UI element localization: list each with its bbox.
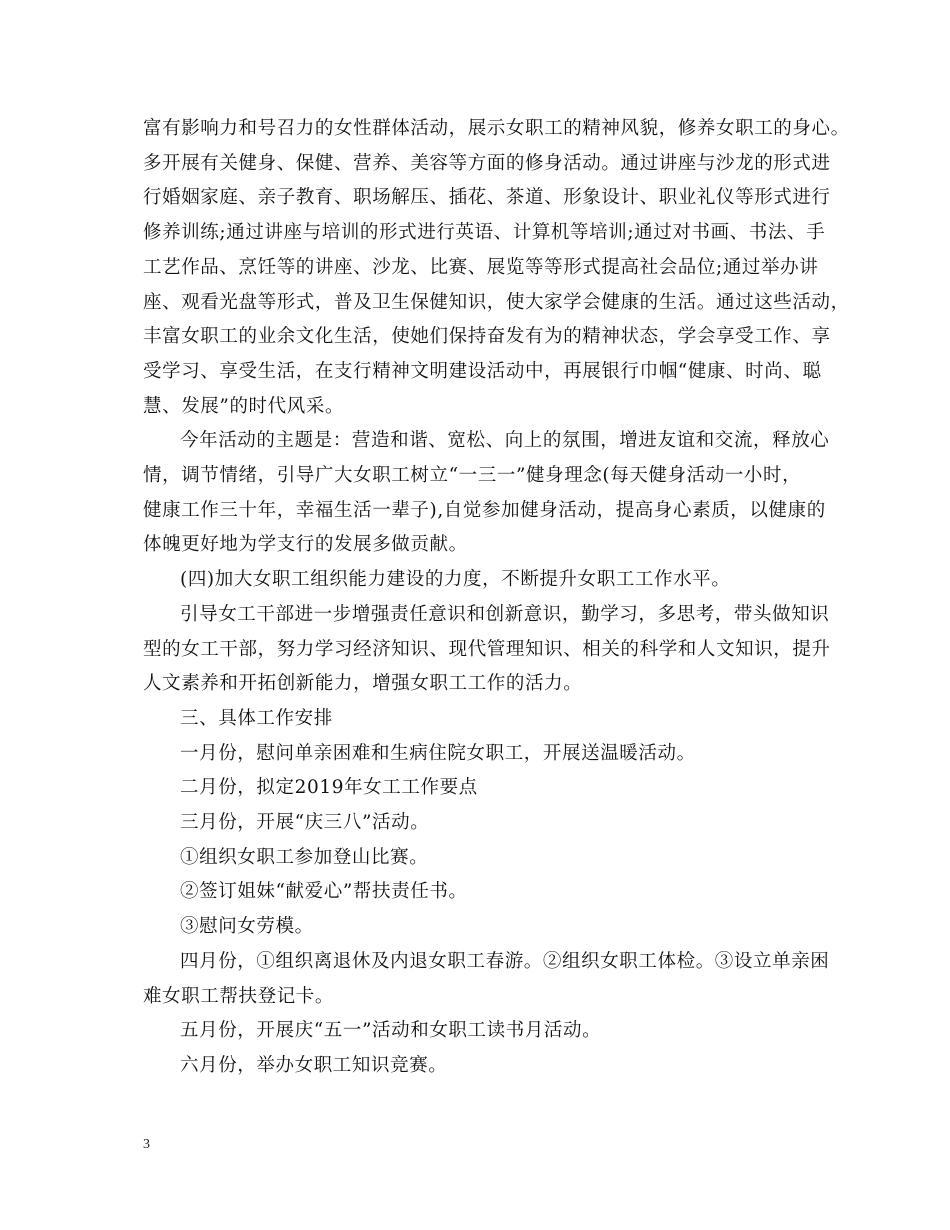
paragraph (143, 875, 833, 910)
text-line: 丰富女职工的业余文化生活，使她们保持奋发有为的精神状态，学会享受工作、享 (143, 326, 831, 348)
paragraph (143, 112, 850, 424)
text-line: 工艺作品、烹饪等的讲座、沙龙、比赛、展览等等形式提高社会品位;通过举办讲 (143, 256, 819, 278)
text-line: ②签订姐妹“献爱心”帮扶责任书。 (180, 881, 468, 903)
text-line: 一月份，慰问单亲困难和生病住院女职工，开展送温暖活动。 (180, 742, 696, 764)
paragraph (143, 737, 833, 772)
paragraph (143, 771, 833, 806)
paragraph (143, 1049, 833, 1084)
text-line: 难女职工帮扶登记卡。 (143, 985, 335, 1007)
text-line: 健康工作三十年，幸福生活一辈子),自觉参加健身活动，提高身心素质，以健康的 (143, 499, 826, 521)
text-line: 座、观看光盘等形式，普及卫生保健知识，使大家学会健康的生活。通过这些活动， (143, 291, 850, 313)
paragraph (143, 702, 833, 737)
paragraph (143, 806, 833, 841)
text-line: 型的女工干部，努力学习经济知识、现代管理知识、相关的科学和人文知识，提升 (143, 638, 831, 660)
paragraph (143, 563, 833, 598)
page-number: 3 (143, 1137, 150, 1152)
text-line: 今年活动的主题是：营造和谐、宽松、向上的氛围，增进友谊和交流，释放心 (180, 430, 830, 452)
text-line: 人文素养和开拓创新能力，增强女职工工作的活力。 (143, 673, 583, 695)
text-line: 受学习、享受生活，在支行精神文明建设活动中，再展银行巾帼“健康、时尚、聪 (143, 360, 822, 382)
text-line: 三月份，开展“庆三八”活动。 (180, 812, 430, 834)
text-line: 二月份，拟定2019年女工工作要点 (180, 777, 478, 799)
paragraph (143, 598, 833, 702)
paragraph (143, 945, 833, 1014)
paragraph (143, 910, 833, 945)
text-line: 引导女工干部进一步增强责任意识和创新意识，勤学习，多思考，带头做知识 (180, 603, 830, 625)
text-line: 修养训练;通过讲座与培训的形式进行英语、计算机等培训;通过对书画、书法、手 (143, 222, 826, 244)
text-line: 五月份，开展庆“五一”活动和女职工读书月活动。 (180, 1020, 602, 1042)
document-body (143, 112, 850, 1084)
text-line: 情，调节情绪，引导广大女职工树立“一三一”健身理念(每天健身活动一小时， (143, 465, 802, 487)
text-line: 体魄更好地为学支行的发展多做贡献。 (143, 534, 468, 556)
paragraph (143, 424, 833, 563)
text-line: 三、具体工作安排 (180, 707, 333, 729)
text-line: 六月份，举办女职工知识竞赛。 (180, 1054, 448, 1076)
text-line: 四月份，①组织离退休及内退女职工春游。②组织女职工体检。③设立单亲困 (180, 950, 830, 972)
text-line: 多开展有关健身、保健、营养、美容等方面的修身活动。通过讲座与沙龙的形式进 (143, 152, 831, 174)
text-line: 富有影响力和号召力的女性群体活动，展示女职工的精神风貌，修养女职工的身心。 (143, 118, 850, 139)
text-line: (四)加大女职工组织能力建设的力度，不断提升女职工工作水平。 (180, 569, 731, 591)
paragraph (143, 1014, 833, 1049)
paragraph (143, 841, 833, 876)
text-line: ①组织女职工参加登山比赛。 (180, 846, 429, 868)
text-line: ③慰问女劳模。 (180, 916, 314, 938)
text-line: 慧、发展”的时代风采。 (143, 395, 345, 417)
text-line: 行婚姻家庭、亲子教育、职场解压、插花、茶道、形象设计、职业礼仪等形式进行 (143, 187, 831, 209)
